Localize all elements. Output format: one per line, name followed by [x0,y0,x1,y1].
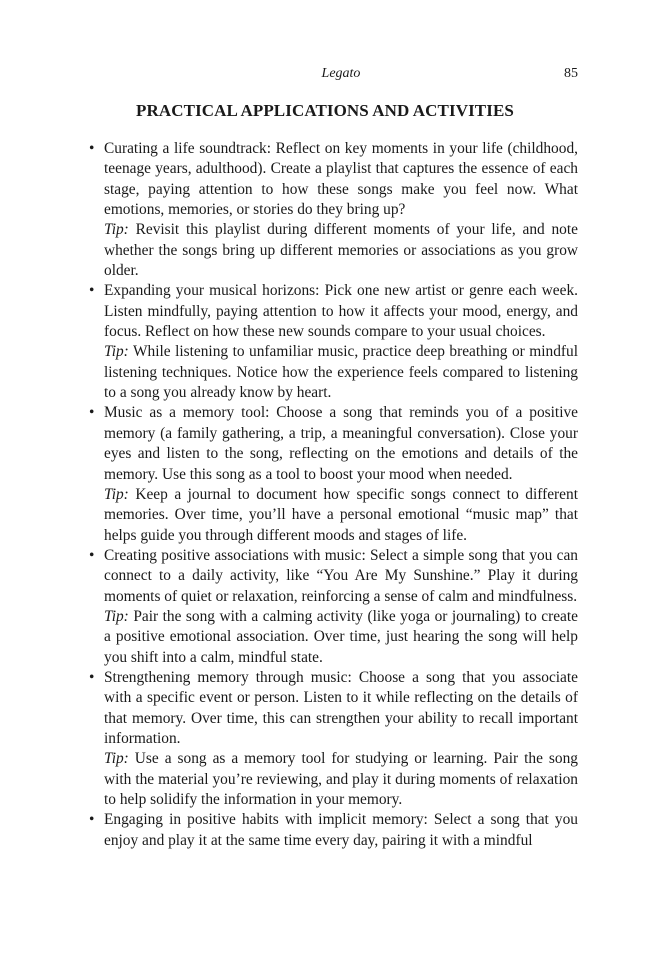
tip-text: Pair the song with a calming activity (like yoga or journaling) to create a positive emotional association. Over time, just hearing the song will help you shift into a calm, mindful state. [104,607,578,666]
running-head [104,66,578,86]
item-text: Engaging in positive habits with implicit memory: Select a song that you enjoy and play it at the same time every day, pairing it with a mindful [104,811,578,849]
tip-paragraph [104,607,578,668]
tip-paragraph [104,220,578,281]
item-text: Expanding your musical horizons: Pick one new artist or genre each week. Listen mindfully, paying attention to how it affects your mood, energy, and focus. Reflect on how these new sounds compare to your usual choices. [104,282,578,341]
activity-list [89,139,578,851]
tip-text: Use a song as a memory tool for studying or learning. Pair the song with the material you’re reviewing, and play it during moments of relaxation to help solidify the information in your memory. [104,750,578,808]
tip-label: Tip: [104,607,129,625]
item-text: Music as a memory tool: Choose a song that reminds you of a positive memory (a family gathering, a trip, a meaningful conversation). Close your eyes and listen to the song, reflecting on the emotions and details of the memory. Use this song as a tool to boost your mood when needed. [104,404,578,483]
list-item [89,546,578,668]
tip-text: Revisit this playlist during different moments of your life, and note whether the songs bring up different memories or associations as you grow older. [104,221,578,280]
running-title: Legato [321,66,361,81]
item-text: Strengthening memory through music: Choose a song that you associate with a specific event or person. Listen to it while reflecting on the details of that memory. Over time, this can strengthen your ability to recall important information. [104,668,578,747]
tip-paragraph [104,749,578,810]
list-item [89,810,578,851]
list-item [89,139,578,281]
tip-paragraph [104,342,578,403]
tip-label: Tip: [104,485,129,503]
bullet-icon: • [89,811,95,829]
item-text: Creating positive associations with music: Select a simple song that you can connect to a daily activity, like “You Are My Sunshine.” Play it during moments of quiet or relaxation, reinforcing a sense of calm and mindfulness. [104,546,578,605]
item-text: Curating a life soundtrack: Reflect on key moments in your life (childhood, teenage years, adulthood). Create a playlist that captures the essence of each stage, paying attention to how these songs make you feel now. What emotions, memories, or stories do they bring up? [104,140,578,219]
bullet-icon: • [89,140,95,157]
bullet-icon: • [89,404,95,422]
tip-label: Tip: [104,750,129,768]
tip-paragraph [104,485,578,546]
section-title: PRACTICAL APPLICATIONS AND ACTIVITIES [136,101,514,120]
bullet-icon: • [89,668,95,686]
list-item [89,281,578,403]
list-item [89,668,578,810]
bullet-icon: • [89,282,95,300]
tip-label: Tip: [104,343,129,361]
bullet-icon: • [89,546,95,564]
tip-text: While listening to unfamiliar music, practice deep breathing or mindful listening techniques. Notice how the experience feels compared to listening to a song you already know by heart. [104,343,578,402]
page-number: 85 [564,66,578,81]
tip-label: Tip: [104,221,129,239]
list-item [89,403,578,545]
tip-text: Keep a journal to document how specific songs connect to different memories. Over time, you’ll have a personal emotional “music map” that helps guide you through different moods and stages of life. [104,485,578,544]
